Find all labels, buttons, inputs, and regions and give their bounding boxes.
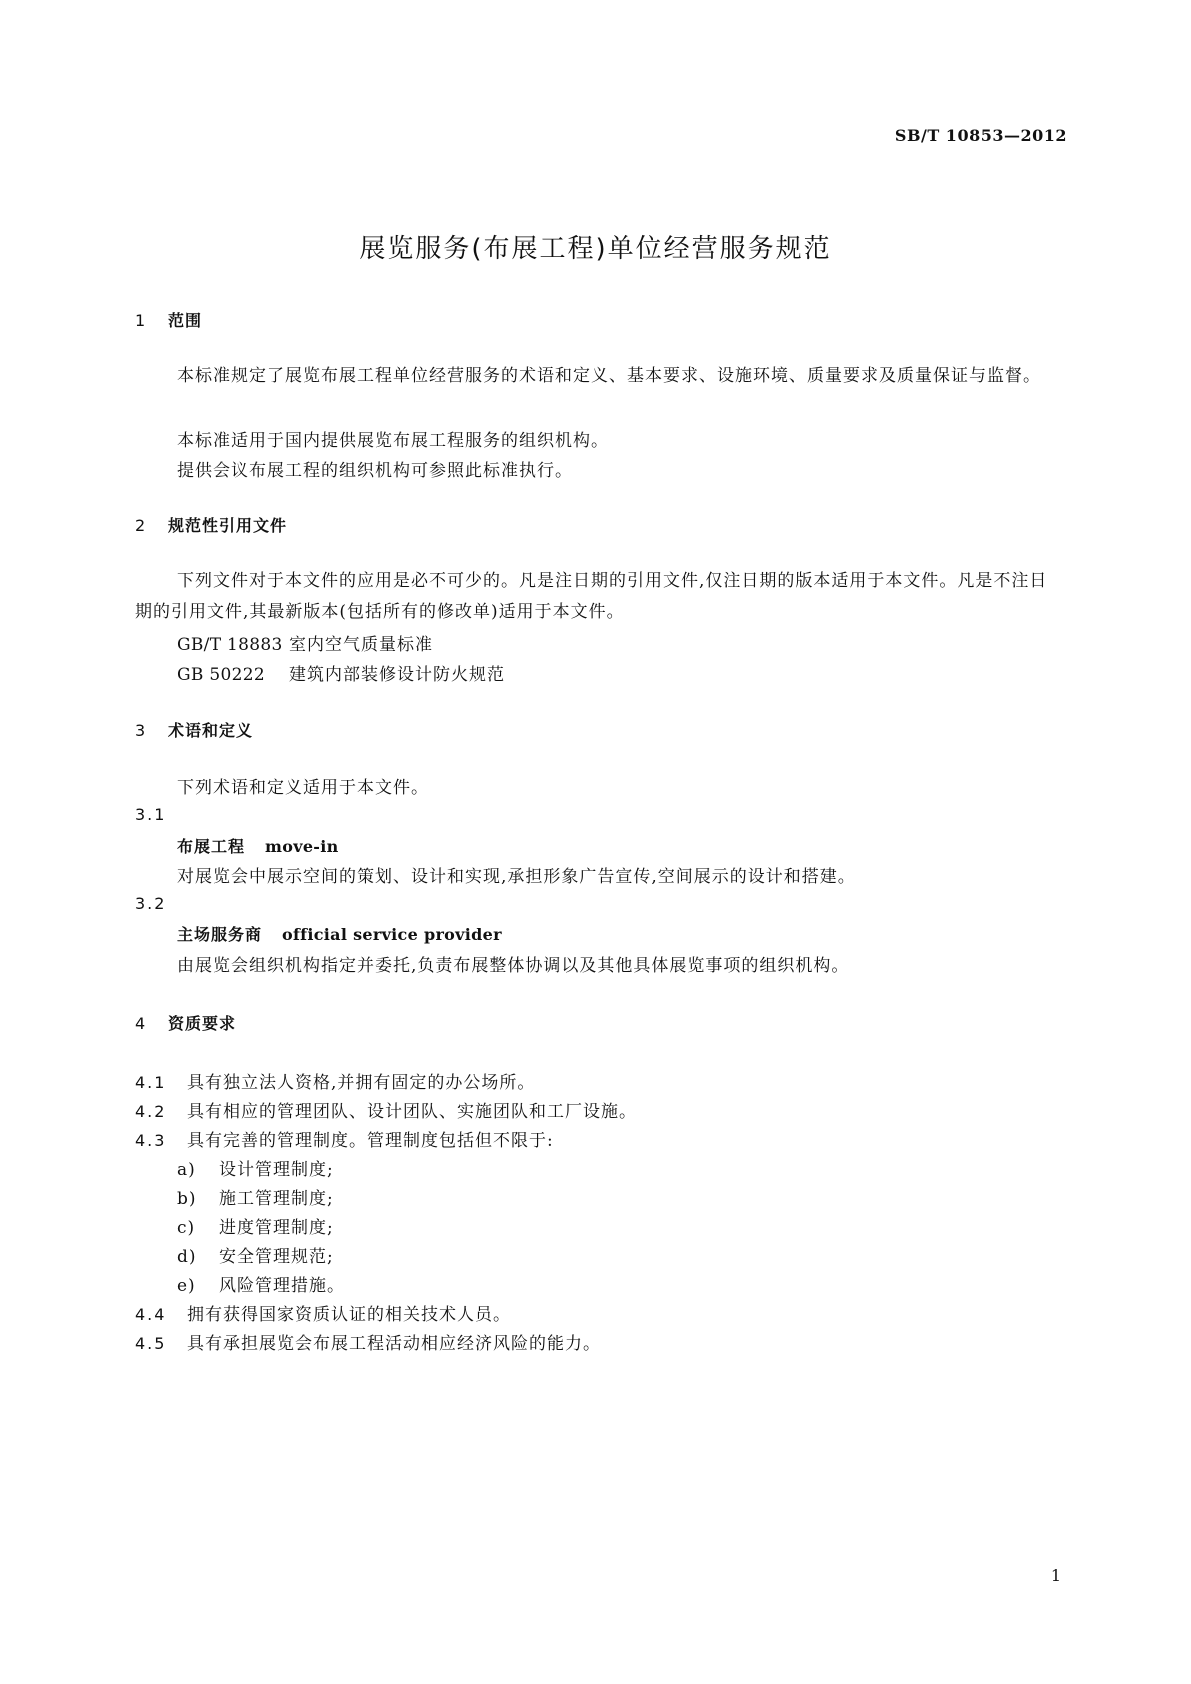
list-item-text: 风险管理措施。 [219,1276,345,1296]
reference-code: GB/T 18883 [177,635,283,655]
requirement-number: 4.1 [135,1073,167,1092]
section-number: 1 [135,311,147,330]
section-number: 2 [135,516,147,535]
page-number: 1 [1050,1566,1061,1585]
section-number: 4 [135,1014,147,1033]
requirement-text: 具有承担展览会布展工程活动相应经济风险的能力。 [187,1334,601,1354]
requirement-number: 4.5 [135,1334,167,1353]
list-item-text: 施工管理制度; [219,1189,334,1209]
section-1-paragraph-2: 本标准适用于国内提供展览布展工程服务的组织机构。 [177,431,609,451]
term-heading [177,922,502,945]
list-item-key: c) [177,1218,196,1238]
section-1-paragraph-1: 本标准规定了展览布展工程单位经营服务的术语和定义、基本要求、设施环境、质量要求及质量保证与监督。 [177,366,1041,386]
requirement-number: 4.3 [135,1131,167,1150]
section-1-paragraph-3: 提供会议布展工程的组织机构可参照此标准执行。 [177,461,573,481]
section-3-heading [135,718,253,741]
document-title: 展览服务(布展工程)单位经营服务规范 [359,234,832,264]
section-1-heading [135,308,202,331]
requirement-item [135,1329,601,1354]
list-item-key: e) [177,1276,196,1296]
list-item [177,1242,334,1267]
list-item [177,1271,345,1296]
requirement-number: 4.4 [135,1305,167,1324]
normative-reference [177,660,505,685]
reference-title: 建筑内部装修设计防火规范 [289,665,505,685]
requirement-item [135,1300,511,1325]
list-item-key: b) [177,1189,197,1209]
term-heading [177,834,339,857]
list-item [177,1184,334,1209]
list-item-key: a) [177,1160,196,1180]
term-chinese: 布展工程 [177,837,246,856]
term-number: 3.2 [135,894,167,913]
section-title: 范围 [168,311,203,330]
section-4-heading [135,1011,236,1034]
section-2-paragraph-1: 下列文件对于本文件的应用是必不可少的。凡是注日期的引用文件,仅注日期的版本适用于本文件。凡是不注日期的引用文件,其最新版本(包括所有的修改单)适用于本文件。 [135,571,1048,622]
requirement-text: 具有完善的管理制度。管理制度包括但不限于: [187,1131,554,1151]
section-title: 规范性引用文件 [168,516,288,535]
standard-code: SB/T 10853—2012 [894,126,1067,145]
requirement-text: 拥有获得国家资质认证的相关技术人员。 [187,1305,511,1325]
normative-reference [177,630,433,655]
term-english: move-in [265,837,339,856]
list-item-text: 安全管理规范; [219,1247,334,1267]
reference-code: GB 50222 [177,665,265,685]
list-item-key: d) [177,1247,197,1267]
reference-title: 室内空气质量标准 [289,635,433,655]
list-item-text: 设计管理制度; [219,1160,334,1180]
section-number: 3 [135,721,147,740]
section-title: 术语和定义 [168,721,254,740]
term-english: official service provider [282,925,502,944]
requirement-item [135,1097,637,1122]
section-2-heading [135,513,287,536]
requirement-item [135,1068,535,1093]
requirement-number: 4.2 [135,1102,167,1121]
term-definition: 对展览会中展示空间的策划、设计和实现,承担形象广告宣传,空间展示的设计和搭建。 [177,867,856,887]
term-definition: 由展览会组织机构指定并委托,负责布展整体协调以及其他具体展览事项的组织机构。 [177,956,850,976]
term-number: 3.1 [135,805,167,824]
list-item-text: 进度管理制度; [219,1218,334,1238]
section-title: 资质要求 [168,1014,237,1033]
requirement-text: 具有独立法人资格,并拥有固定的办公场所。 [187,1073,536,1093]
requirement-text: 具有相应的管理团队、设计团队、实施团队和工厂设施。 [187,1102,637,1122]
list-item [177,1213,334,1238]
requirement-item [135,1126,554,1151]
list-item [177,1155,334,1180]
section-3-intro: 下列术语和定义适用于本文件。 [177,778,429,798]
term-chinese: 主场服务商 [177,925,263,944]
